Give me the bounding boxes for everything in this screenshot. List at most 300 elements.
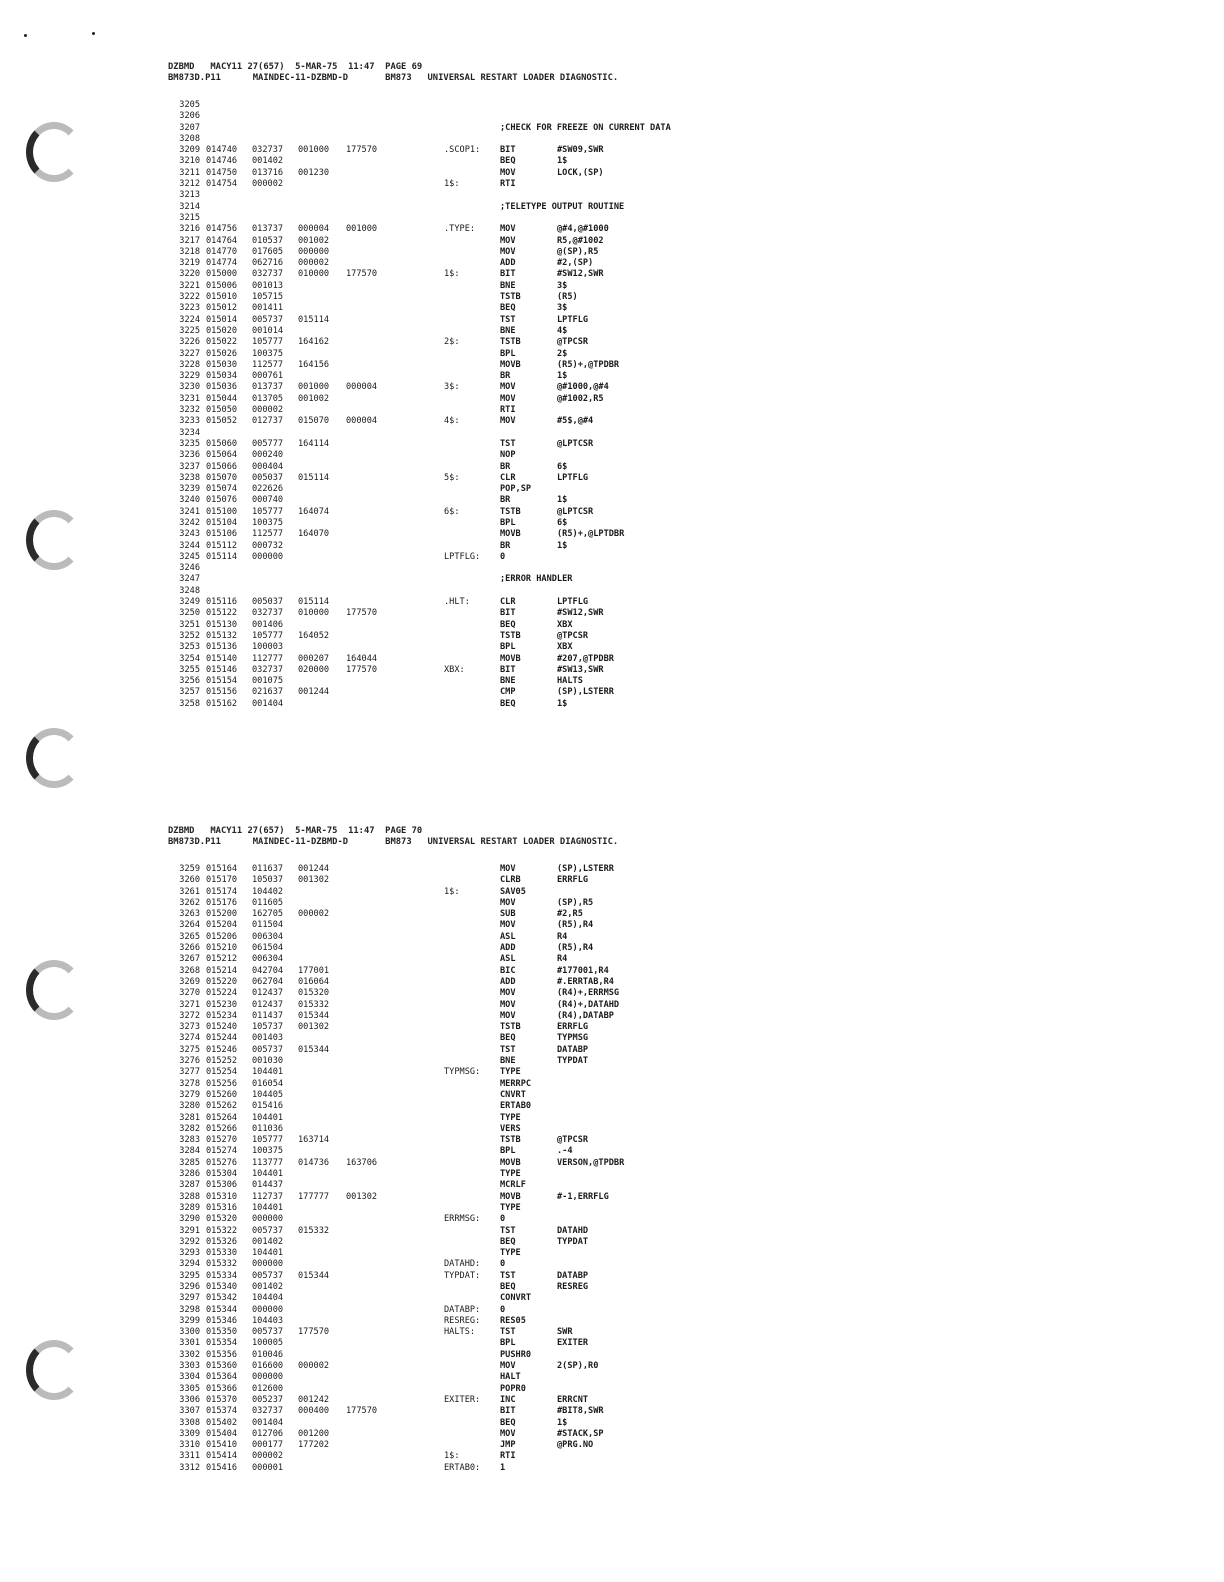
address: 015052: [206, 416, 238, 427]
line-number: 3211: [179, 167, 200, 178]
address: 015064: [206, 450, 238, 461]
listing-line: [168, 349, 618, 360]
opcode: 0: [500, 1304, 506, 1315]
address: 015014: [206, 314, 238, 325]
scan-speck: [92, 32, 95, 35]
octal-word-2: 001002: [298, 393, 330, 404]
opcode: MOVB: [500, 653, 521, 664]
operand: @LPTCSR: [557, 506, 594, 517]
octal-word-1: 001406: [252, 619, 284, 630]
opcode: MOV: [500, 235, 516, 246]
address: 015020: [206, 325, 238, 336]
address: 015276: [206, 1157, 238, 1168]
octal-word-2: 015320: [298, 988, 330, 999]
line-number: 3288: [179, 1191, 200, 1202]
listing-line: [168, 315, 618, 326]
listing-line: [168, 977, 618, 988]
operand: #2,R5: [557, 909, 583, 920]
address: 015026: [206, 348, 238, 359]
octal-word-1: 021637: [252, 687, 284, 698]
listing-line: [168, 495, 618, 506]
operand: DATABP: [557, 1270, 589, 1281]
octal-word-1: 001075: [252, 676, 284, 687]
operand: (R5),R4: [557, 943, 594, 954]
opcode: BR: [500, 495, 511, 506]
address: 015310: [206, 1191, 238, 1202]
octal-word-3: 164044: [346, 653, 378, 664]
listing-line: [168, 1282, 618, 1293]
operand: LPTFLG: [557, 314, 589, 325]
operand: 1$: [557, 540, 568, 551]
opcode: POP,SP: [500, 484, 532, 495]
octal-word-1: 000732: [252, 540, 284, 551]
page-header-line1: DZBMD MACY11 27(657) 5-MAR-75 11:47 PAGE 69: [168, 62, 423, 72]
address: 015074: [206, 484, 238, 495]
listing-line: [168, 518, 618, 529]
line-number: 3303: [179, 1361, 200, 1372]
operand: ERRFLG: [557, 875, 589, 886]
address: 015030: [206, 359, 238, 370]
listing-line: [168, 642, 618, 653]
listing-line: [168, 1101, 618, 1112]
line-number: 3302: [179, 1349, 200, 1360]
opcode: MERRPC: [500, 1078, 532, 1089]
operand: EXITER: [557, 1338, 589, 1349]
line-number: 3284: [179, 1146, 200, 1157]
octal-word-1: 000002: [252, 1451, 284, 1462]
opcode: BIT: [500, 664, 516, 675]
label: 6$:: [444, 506, 460, 517]
listing-line: [168, 1011, 618, 1022]
listing-line: [168, 1305, 618, 1316]
address: 015306: [206, 1180, 238, 1191]
line-number: 3243: [179, 529, 200, 540]
octal-word-2: 015344: [298, 1270, 330, 1281]
listing-line: [168, 608, 618, 619]
listing-line: [168, 631, 618, 642]
line-number: 3206: [179, 111, 200, 122]
line-number: 3250: [179, 608, 200, 619]
opcode: POPR0: [500, 1383, 526, 1394]
listing-line: [168, 864, 618, 875]
opcode: TYPE: [500, 1067, 521, 1078]
listing-line: [168, 1384, 618, 1395]
octal-word-1: 000000: [252, 1372, 284, 1383]
octal-word-2: 001000: [298, 145, 330, 156]
octal-word-1: 104401: [252, 1248, 284, 1259]
address: 015402: [206, 1417, 238, 1428]
listing-line: [168, 1338, 618, 1349]
octal-word-1: 000000: [252, 1304, 284, 1315]
opcode: BIC: [500, 965, 516, 976]
operand: ERRFLG: [557, 1022, 589, 1033]
address: 015044: [206, 393, 238, 404]
address: 015070: [206, 472, 238, 483]
octal-word-2: 015332: [298, 999, 330, 1010]
address: 015154: [206, 676, 238, 687]
address: 015316: [206, 1202, 238, 1213]
listing-line: [168, 1395, 618, 1406]
operand: @TPCSR: [557, 1135, 589, 1146]
operand: (R5)+,@LPTDBR: [557, 529, 625, 540]
octal-word-1: 012437: [252, 999, 284, 1010]
address: 015112: [206, 540, 238, 551]
octal-word-1: 000000: [252, 1259, 284, 1270]
line-number: 3220: [179, 269, 200, 280]
line-number: 3261: [179, 886, 200, 897]
listing-line: [168, 586, 618, 597]
octal-word-1: 011504: [252, 920, 284, 931]
listing-line: [168, 428, 618, 439]
line-number: 3222: [179, 292, 200, 303]
listing-line: [168, 620, 618, 631]
operand: 2(SP),R0: [557, 1361, 599, 1372]
octal-word-1: 006304: [252, 954, 284, 965]
listing-line: [168, 1022, 618, 1033]
listing-line: [168, 1090, 618, 1101]
line-number: 3274: [179, 1033, 200, 1044]
operand: XBX: [557, 619, 573, 630]
address: 015010: [206, 292, 238, 303]
label: 1$:: [444, 269, 460, 280]
line-number: 3214: [179, 201, 200, 212]
page-header-line1: DZBMD MACY11 27(657) 5-MAR-75 11:47 PAGE 70: [168, 826, 423, 836]
operand: #SW09,SWR: [557, 145, 604, 156]
address: 015410: [206, 1440, 238, 1451]
octal-word-1: 016600: [252, 1361, 284, 1372]
comment: ;ERROR HANDLER: [500, 574, 573, 585]
operand: TYPDAT: [557, 1056, 589, 1067]
address: 014746: [206, 156, 238, 167]
address: 014756: [206, 224, 238, 235]
octal-word-1: 005737: [252, 1270, 284, 1281]
opcode: MOVB: [500, 1191, 521, 1202]
opcode: TSTB: [500, 506, 521, 517]
line-number: 3260: [179, 875, 200, 886]
address: 015254: [206, 1067, 238, 1078]
address: 014750: [206, 167, 238, 178]
octal-word-1: 001404: [252, 1417, 284, 1428]
listing-line: [168, 134, 618, 145]
operand: #177001,R4: [557, 965, 609, 976]
opcode: 0: [500, 1259, 506, 1270]
label: ERRMSG:: [444, 1214, 481, 1225]
octal-word-1: 010046: [252, 1349, 284, 1360]
opcode: BIT: [500, 608, 516, 619]
listing-line: [168, 281, 618, 292]
operand: @TPCSR: [557, 630, 589, 641]
scan-speck: [24, 34, 27, 37]
octal-word-1: 006304: [252, 931, 284, 942]
binder-hole: [26, 960, 82, 1020]
operand: 3$: [557, 280, 568, 291]
operand: (R4)+,DATAHD: [557, 999, 620, 1010]
listing-page-69: [168, 62, 671, 710]
octal-word-1: 011637: [252, 864, 284, 874]
opcode: VERS: [500, 1123, 521, 1134]
operand: TYPDAT: [557, 1236, 589, 1247]
operand: 6$: [557, 461, 568, 472]
listing-line: [168, 450, 618, 461]
opcode: MOVB: [500, 529, 521, 540]
label: .SCOP1:: [444, 145, 481, 156]
octal-word-1: 001402: [252, 1236, 284, 1247]
opcode: TST: [500, 314, 516, 325]
octal-word-3: 000004: [346, 382, 378, 393]
operand: DATAHD: [557, 1225, 589, 1236]
label: HALTS:: [444, 1327, 476, 1338]
opcode: BEQ: [500, 698, 516, 709]
listing-lines: [168, 100, 671, 710]
opcode: CLR: [500, 472, 516, 483]
operand: (R5)+,@TPDBR: [557, 359, 620, 370]
octal-word-2: 015114: [298, 314, 330, 325]
octal-word-1: 104401: [252, 1169, 284, 1180]
octal-word-2: 015344: [298, 1010, 330, 1021]
address: 015304: [206, 1169, 238, 1180]
listing-line: [168, 303, 618, 314]
listing-lines: [168, 864, 625, 1474]
address: 015330: [206, 1248, 238, 1259]
line-number: 3207: [179, 122, 200, 133]
operand: (R5),R4: [557, 920, 594, 931]
listing-line: [168, 1248, 618, 1259]
listing-line: [168, 122, 671, 134]
line-number: 3253: [179, 642, 200, 653]
octal-word-2: 015114: [298, 597, 330, 608]
label: .HLT:: [444, 597, 470, 608]
line-number: 3228: [179, 359, 200, 370]
octal-word-1: 032737: [252, 269, 284, 280]
opcode: BR: [500, 540, 511, 551]
octal-word-3: 001302: [346, 1191, 378, 1202]
octal-word-1: 001014: [252, 325, 284, 336]
address: 015416: [206, 1462, 238, 1473]
octal-word-1: 104401: [252, 1067, 284, 1078]
label: 1$:: [444, 1451, 460, 1462]
label: XBX:: [444, 664, 465, 675]
line-number: 3282: [179, 1123, 200, 1134]
listing-line: [168, 1079, 618, 1090]
line-number: 3239: [179, 484, 200, 495]
line-number: 3305: [179, 1383, 200, 1394]
line-number: 3244: [179, 540, 200, 551]
listing-line: [168, 1113, 618, 1124]
label: DATABP:: [444, 1304, 481, 1315]
label: 5$:: [444, 472, 460, 483]
operand: SWR: [557, 1327, 573, 1338]
line-number: 3267: [179, 954, 200, 965]
line-number: 3254: [179, 653, 200, 664]
address: 015034: [206, 371, 238, 382]
line-number: 3216: [179, 224, 200, 235]
listing-line: [168, 247, 618, 258]
octal-word-1: 001411: [252, 303, 284, 314]
address: 015342: [206, 1293, 238, 1304]
opcode: MOV: [500, 1010, 516, 1021]
octal-word-2: 177570: [298, 1327, 330, 1338]
listing-page-70: [168, 826, 625, 1474]
octal-word-2: 020000: [298, 664, 330, 675]
line-number: 3257: [179, 687, 200, 698]
line-number: 3231: [179, 393, 200, 404]
opcode: TYPE: [500, 1248, 521, 1259]
octal-word-1: 104401: [252, 1112, 284, 1123]
line-number: 3252: [179, 630, 200, 641]
operand: (SP),R5: [557, 897, 594, 908]
address: 015366: [206, 1383, 238, 1394]
line-number: 3221: [179, 280, 200, 291]
octal-word-2: 015070: [298, 416, 330, 427]
opcode: TST: [500, 1225, 516, 1236]
opcode: BEQ: [500, 619, 516, 630]
listing-line: [168, 1180, 618, 1191]
opcode: MOV: [500, 864, 516, 874]
opcode: ADD: [500, 258, 516, 269]
octal-word-1: 005737: [252, 314, 284, 325]
opcode: SUB: [500, 909, 516, 920]
opcode: ASL: [500, 931, 516, 942]
listing-line: [168, 1271, 618, 1282]
listing-line: [168, 371, 618, 382]
octal-word-1: 000001: [252, 1462, 284, 1473]
opcode: CNVRT: [500, 1089, 526, 1100]
line-number: 3311: [179, 1451, 200, 1462]
line-number: 3291: [179, 1225, 200, 1236]
address: 015116: [206, 597, 238, 608]
opcode: MOV: [500, 382, 516, 393]
operand: 1$: [557, 371, 568, 382]
address: 015344: [206, 1304, 238, 1315]
listing-line: [168, 1033, 618, 1044]
octal-word-2: 164074: [298, 506, 330, 517]
opcode: JMP: [500, 1440, 516, 1451]
line-number: 3296: [179, 1281, 200, 1292]
line-number: 3292: [179, 1236, 200, 1247]
address: 015122: [206, 608, 238, 619]
operand: RESREG: [557, 1281, 589, 1292]
operand: (SP),LSTERR: [557, 864, 614, 874]
line-number: 3236: [179, 450, 200, 461]
opcode: TST: [500, 1044, 516, 1055]
listing-line: [168, 1293, 618, 1304]
address: 015174: [206, 886, 238, 897]
octal-word-1: 105777: [252, 630, 284, 641]
listing-line: [168, 507, 618, 518]
octal-word-2: 000002: [298, 258, 330, 269]
address: 015000: [206, 269, 238, 280]
octal-word-2: 164052: [298, 630, 330, 641]
line-number: 3295: [179, 1270, 200, 1281]
opcode: TSTB: [500, 630, 521, 641]
octal-word-1: 105037: [252, 875, 284, 886]
opcode: TYPE: [500, 1112, 521, 1123]
line-number: 3263: [179, 909, 200, 920]
listing-line: [168, 563, 618, 574]
operand: #207,@TPDBR: [557, 653, 614, 664]
listing-line: [168, 932, 618, 943]
opcode: ERTAB0: [500, 1101, 532, 1112]
opcode: MOV: [500, 897, 516, 908]
address: 015260: [206, 1089, 238, 1100]
line-number: 3241: [179, 506, 200, 517]
operand: @#1000,@#4: [557, 382, 609, 393]
operand: #BIT8,SWR: [557, 1406, 604, 1417]
octal-word-1: 105715: [252, 292, 284, 303]
octal-word-3: 177570: [346, 1406, 378, 1417]
listing-line: [168, 1350, 618, 1361]
listing-line: [168, 224, 618, 235]
listing-line: [168, 111, 618, 122]
octal-word-3: 163706: [346, 1157, 378, 1168]
octal-word-1: 104402: [252, 886, 284, 897]
address: 015274: [206, 1146, 238, 1157]
address: 015176: [206, 897, 238, 908]
line-number: 3271: [179, 999, 200, 1010]
opcode: BNE: [500, 676, 516, 687]
octal-word-1: 061504: [252, 943, 284, 954]
octal-word-1: 005237: [252, 1394, 284, 1405]
address: 015162: [206, 698, 238, 709]
opcode: TYPE: [500, 1202, 521, 1213]
listing-line: [168, 1327, 618, 1338]
line-number: 3297: [179, 1293, 200, 1304]
address: 015332: [206, 1259, 238, 1270]
listing-line: [168, 1045, 618, 1056]
line-number: 3269: [179, 976, 200, 987]
line-number: 3247: [179, 574, 200, 585]
address: 015204: [206, 920, 238, 931]
address: 015170: [206, 875, 238, 886]
listing-line: [168, 360, 618, 371]
operand: 1$: [557, 156, 568, 167]
line-number: 3259: [179, 864, 200, 874]
octal-word-1: 112777: [252, 653, 284, 664]
line-number: 3212: [179, 179, 200, 190]
opcode: PUSHR0: [500, 1349, 532, 1360]
opcode: ADD: [500, 943, 516, 954]
listing-line: [168, 699, 618, 710]
octal-word-2: 164114: [298, 438, 330, 449]
octal-word-2: 164070: [298, 529, 330, 540]
listing-line: [168, 920, 618, 931]
octal-word-2: 001200: [298, 1428, 330, 1439]
listing-line: [168, 326, 618, 337]
label: 1$:: [444, 886, 460, 897]
octal-word-1: 010537: [252, 235, 284, 246]
line-number: 3235: [179, 438, 200, 449]
address: 015356: [206, 1349, 238, 1360]
listing-line: [168, 1451, 618, 1462]
opcode: MOV: [500, 246, 516, 257]
address: 015156: [206, 687, 238, 698]
listing-line: [168, 1237, 618, 1248]
line-number: 3230: [179, 382, 200, 393]
label: 2$:: [444, 337, 460, 348]
line-number: 3240: [179, 495, 200, 506]
line-number: 3283: [179, 1135, 200, 1146]
line-number: 3262: [179, 897, 200, 908]
address: 015100: [206, 506, 238, 517]
opcode: CONVRT: [500, 1293, 532, 1304]
octal-word-1: 016054: [252, 1078, 284, 1089]
octal-word-2: 000004: [298, 224, 330, 235]
line-number: 3265: [179, 931, 200, 942]
octal-word-1: 104401: [252, 1202, 284, 1213]
listing-line: [168, 597, 618, 608]
address: 015220: [206, 976, 238, 987]
operand: (SP),LSTERR: [557, 687, 614, 698]
